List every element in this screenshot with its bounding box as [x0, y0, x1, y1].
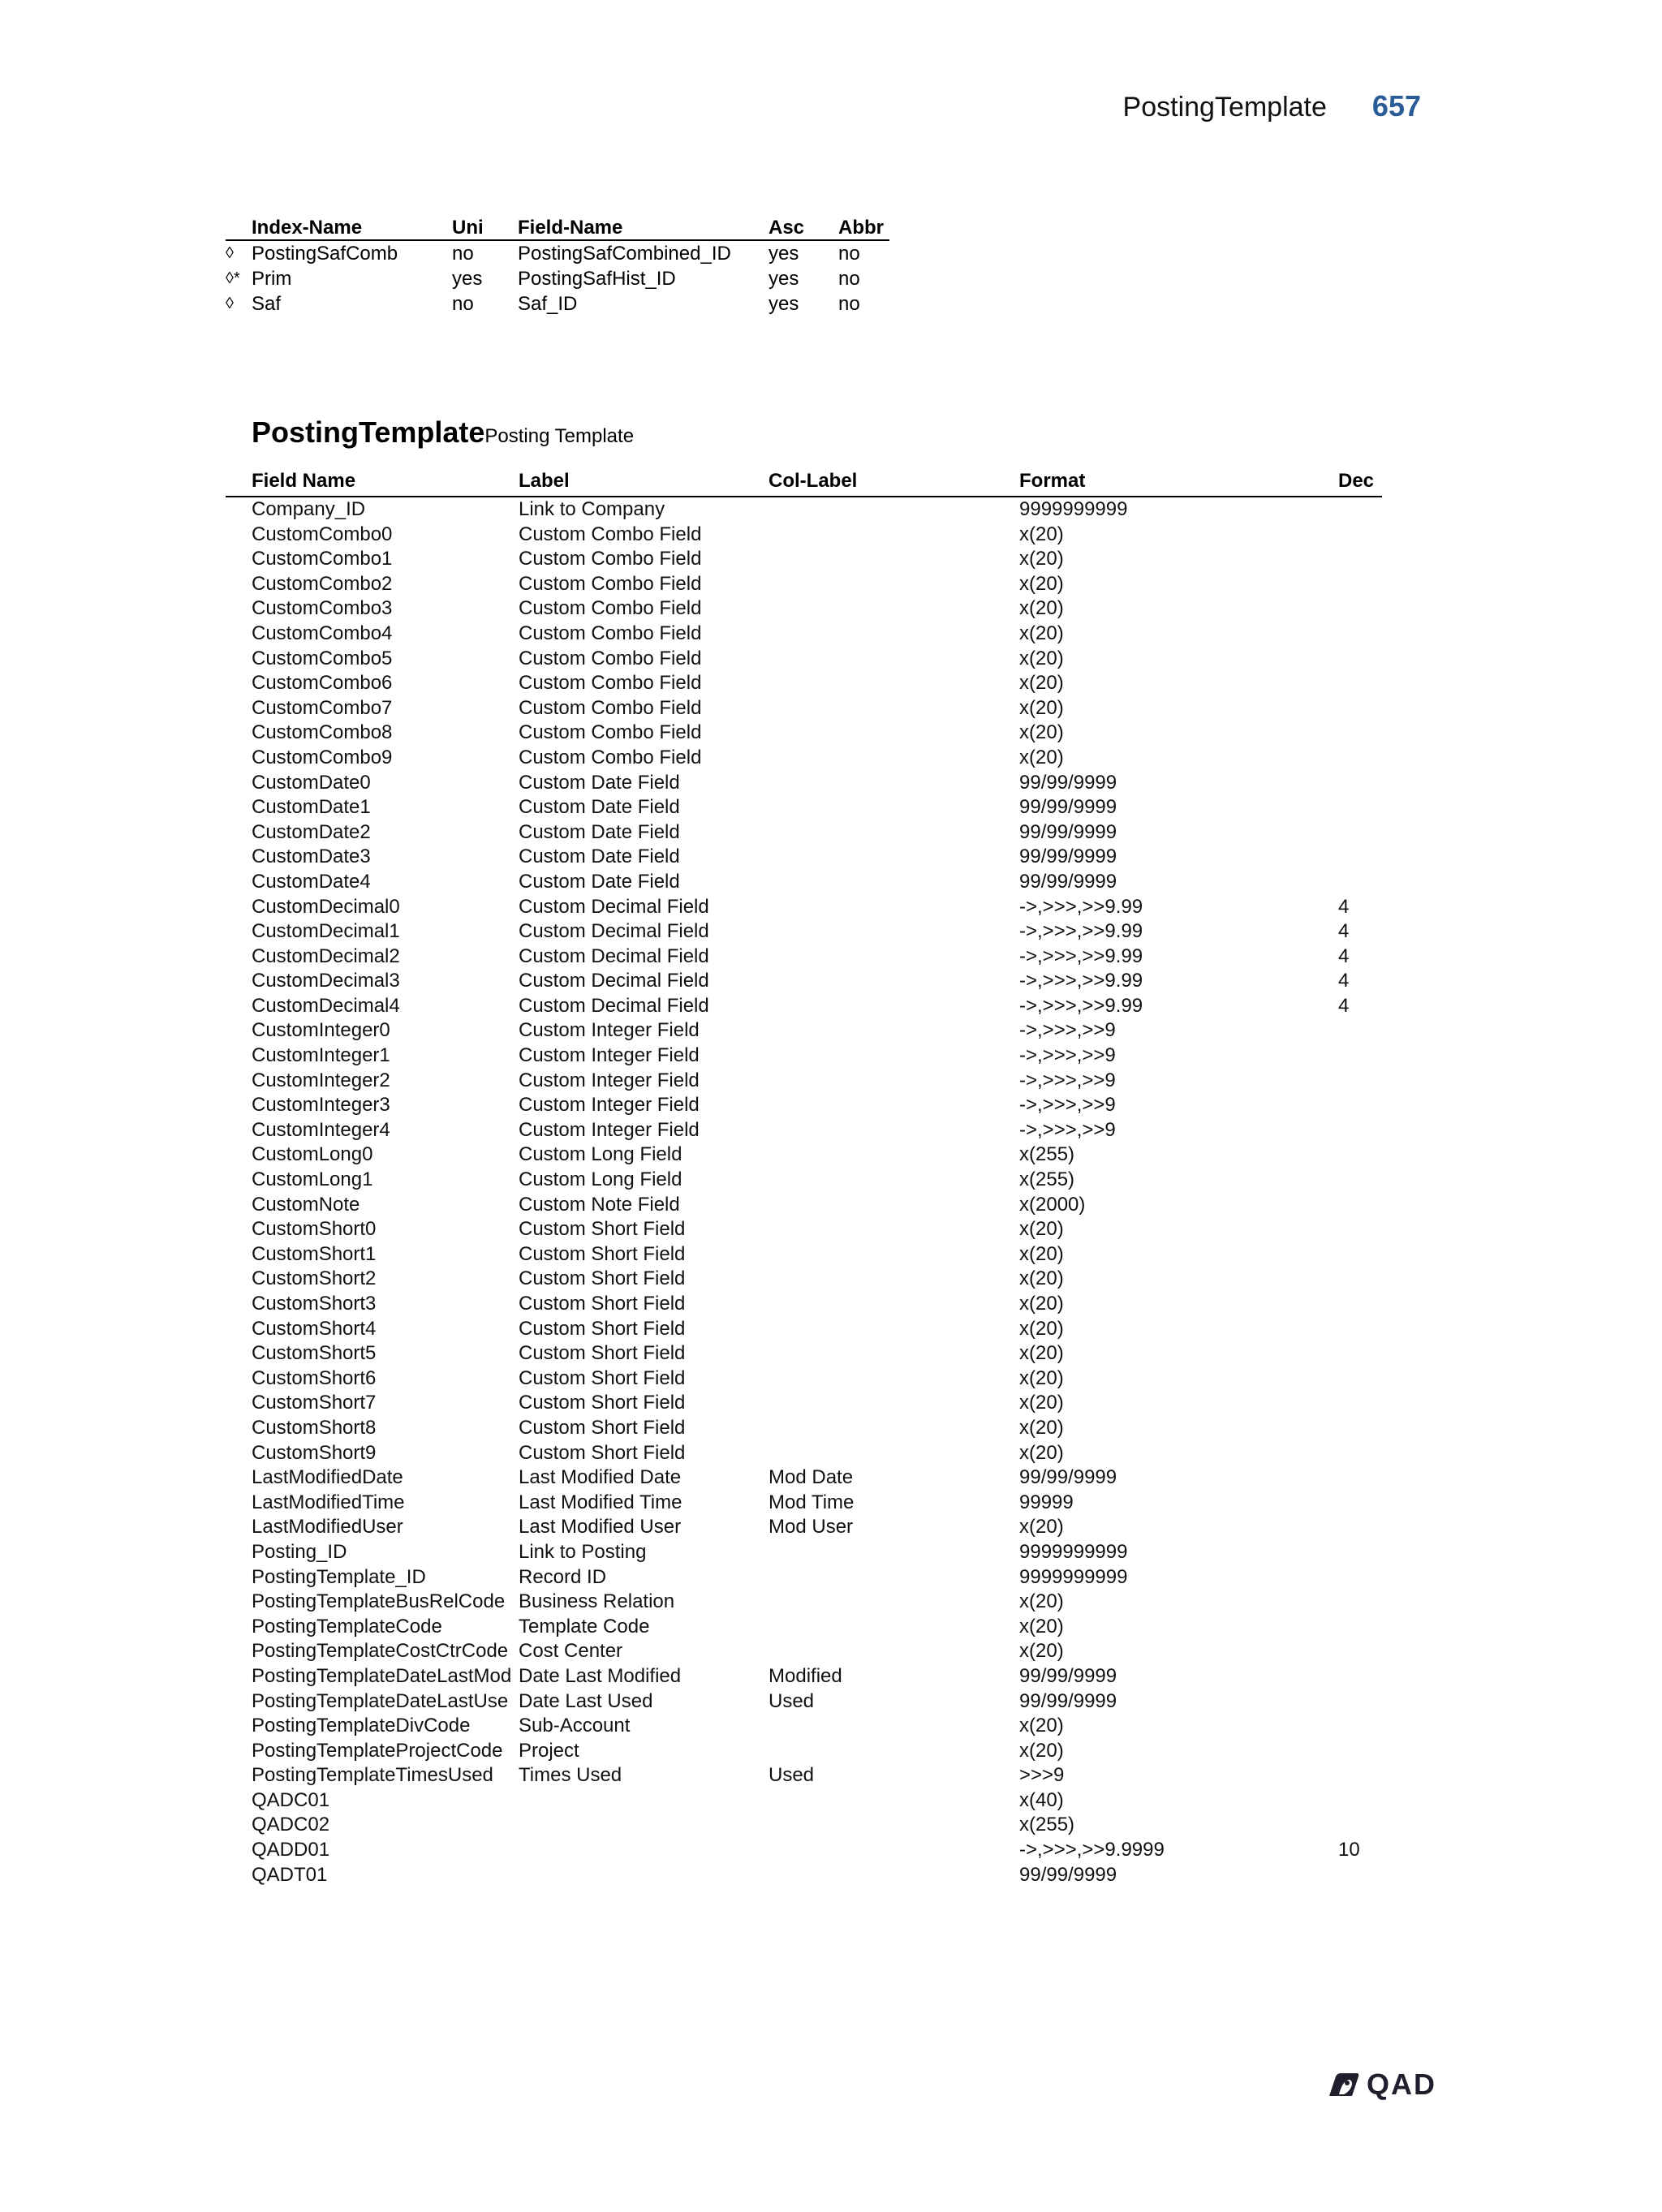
table-row: [226, 1590, 1382, 1615]
field-label: Custom Long Field: [519, 1143, 682, 1166]
index-ascending: yes: [769, 268, 799, 290]
table-row: [226, 1491, 1382, 1516]
field-name: PostingTemplateDivCode: [252, 1715, 471, 1737]
field-name: CustomDecimal0: [252, 895, 400, 918]
field-name: CustomShort3: [252, 1293, 377, 1315]
field-col-label: Used: [769, 1764, 815, 1787]
field-label: Custom Short Field: [519, 1416, 686, 1439]
field-name: PostingTemplateDateLastMod: [252, 1664, 512, 1687]
field-format: 99/99/9999: [1019, 846, 1117, 868]
table-row: [226, 547, 1382, 572]
field-format: x(20): [1019, 696, 1064, 719]
field-format: x(20): [1019, 1293, 1064, 1315]
table-row: [226, 746, 1382, 771]
field-label: Date Last Used: [519, 1689, 653, 1712]
table-row: [226, 671, 1382, 696]
field-format: ->,>>>,>>9: [1019, 1094, 1116, 1117]
field-format: x(20): [1019, 1416, 1064, 1439]
column-header-index-name: Index-Name: [252, 217, 363, 239]
field-name: CustomCombo4: [252, 622, 393, 644]
table-row: [226, 1714, 1382, 1739]
field-name: CustomLong1: [252, 1168, 373, 1191]
table-row: [226, 497, 1382, 523]
field-name: CustomInteger1: [252, 1044, 390, 1067]
table-row: [226, 1217, 1382, 1242]
table-row: [226, 1292, 1382, 1317]
field-format: x(20): [1019, 1590, 1064, 1613]
index-abbreviated: no: [838, 243, 860, 265]
column-header-dec: Dec: [1338, 470, 1375, 492]
index-unique: yes: [452, 268, 483, 290]
field-format: x(20): [1019, 523, 1064, 545]
table-row: [226, 1069, 1382, 1094]
field-label: Custom Combo Field: [519, 721, 702, 744]
field-name: CustomCombo0: [252, 523, 393, 545]
table-row: [226, 895, 1382, 920]
field-col-label: Mod Date: [769, 1466, 854, 1489]
field-name: PostingTemplateBusRelCode: [252, 1590, 506, 1613]
field-format: x(20): [1019, 1640, 1064, 1663]
index-field-name: PostingSafCombined_ID: [518, 243, 731, 265]
field-label: Custom Integer Field: [519, 1069, 700, 1091]
field-format: x(20): [1019, 1392, 1064, 1414]
field-format: 99/99/9999: [1019, 1863, 1117, 1886]
field-format: 9999999999: [1019, 1540, 1128, 1563]
field-format: x(20): [1019, 721, 1064, 744]
field-label: Project: [519, 1739, 579, 1762]
field-name: CustomCombo7: [252, 696, 393, 719]
field-label: Custom Decimal Field: [519, 970, 709, 992]
index-unique: no: [452, 293, 474, 315]
index-unique: no: [452, 243, 474, 265]
field-format: ->,>>>,>>9.99: [1019, 994, 1143, 1017]
field-label: Cost Center: [519, 1640, 623, 1663]
table-row: [226, 1739, 1382, 1764]
table-row: [226, 919, 1382, 945]
column-header-abbr: Abbr: [838, 217, 884, 239]
table-row: [226, 1813, 1382, 1838]
field-format: 99/99/9999: [1019, 771, 1117, 794]
field-name: CustomDecimal1: [252, 920, 400, 943]
page-number: 657: [1371, 89, 1421, 123]
field-name: CustomShort5: [252, 1342, 377, 1365]
table-row: [226, 1242, 1382, 1267]
field-name: CustomNote: [252, 1193, 360, 1216]
field-name: PostingTemplateTimesUsed: [252, 1764, 493, 1787]
field-name: PostingTemplateCode: [252, 1615, 442, 1637]
field-name: CustomDecimal3: [252, 970, 400, 992]
field-label: Record ID: [519, 1565, 607, 1588]
field-name: PostingTemplateDateLastUse: [252, 1689, 509, 1712]
field-decimals: 4: [1338, 970, 1350, 992]
field-format: 99/99/9999: [1019, 1664, 1117, 1687]
index-abbreviated: no: [838, 293, 860, 315]
field-label: Sub-Account: [519, 1715, 631, 1737]
field-label: Custom Short Field: [519, 1293, 686, 1315]
table-row: [226, 820, 1382, 846]
table-row: [226, 1465, 1382, 1491]
field-name: CustomShort8: [252, 1416, 377, 1439]
field-label: Custom Combo Field: [519, 647, 702, 669]
field-format: 99/99/9999: [1019, 796, 1117, 819]
table-row: [226, 1267, 1382, 1292]
index-row: [226, 291, 889, 316]
table-row: [226, 1664, 1382, 1689]
qad-logo-icon: [1328, 2072, 1360, 2098]
field-col-label: Modified: [769, 1664, 842, 1687]
index-ascending: yes: [769, 293, 799, 315]
field-label: Link to Posting: [519, 1540, 647, 1563]
field-col-label: Used: [769, 1689, 815, 1712]
field-format: >>>9: [1019, 1764, 1065, 1787]
table-row: [226, 696, 1382, 721]
field-table-header: [226, 467, 1382, 497]
field-col-label: Mod User: [769, 1516, 854, 1539]
field-label: Custom Note Field: [519, 1193, 680, 1216]
index-field-name: Saf_ID: [518, 293, 578, 315]
field-format: x(20): [1019, 1366, 1064, 1389]
table-row: [226, 622, 1382, 647]
field-format: ->,>>>,>>9.9999: [1019, 1839, 1165, 1861]
page-header: [1123, 89, 1421, 123]
field-format: x(255): [1019, 1814, 1075, 1836]
field-label: Custom Combo Field: [519, 672, 702, 695]
field-format: x(20): [1019, 1739, 1064, 1762]
table-row: [226, 870, 1382, 895]
field-format: x(255): [1019, 1143, 1075, 1166]
field-name: LastModifiedTime: [252, 1491, 405, 1513]
field-name: CustomShort0: [252, 1218, 377, 1241]
field-label: Custom Short Field: [519, 1317, 686, 1340]
field-label: Custom Short Field: [519, 1218, 686, 1241]
index-marker-icon: ◊: [226, 244, 234, 262]
column-header-col-label: Col-Label: [769, 470, 858, 492]
field-name: Company_ID: [252, 498, 366, 520]
field-label: Custom Combo Field: [519, 597, 702, 620]
table-row: [226, 1391, 1382, 1416]
field-name: CustomDate3: [252, 846, 371, 868]
qad-logo-text: QAD: [1367, 2068, 1436, 2101]
field-format: x(2000): [1019, 1193, 1086, 1216]
table-name: PostingTemplate: [252, 415, 485, 449]
field-label: Custom Decimal Field: [519, 994, 709, 1017]
field-name: CustomShort1: [252, 1242, 377, 1265]
field-label: Custom Short Field: [519, 1366, 686, 1389]
table-row: [226, 1838, 1382, 1863]
field-format: ->,>>>,>>9.99: [1019, 920, 1143, 943]
field-format: x(20): [1019, 672, 1064, 695]
table-row: [226, 1689, 1382, 1715]
field-name: CustomCombo6: [252, 672, 393, 695]
field-name: CustomDate1: [252, 796, 371, 819]
table-row: [226, 1763, 1382, 1788]
field-name: CustomShort6: [252, 1366, 377, 1389]
field-name: CustomDate4: [252, 870, 371, 893]
field-format: x(20): [1019, 572, 1064, 595]
table-heading: [252, 415, 634, 450]
field-format: x(20): [1019, 1615, 1064, 1637]
field-name: CustomDecimal4: [252, 994, 400, 1017]
index-table: [226, 215, 889, 316]
field-format: ->,>>>,>>9.99: [1019, 945, 1143, 967]
field-label: Template Code: [519, 1615, 650, 1637]
field-name: QADD01: [252, 1839, 330, 1861]
table-row: [226, 721, 1382, 746]
field-name: CustomInteger0: [252, 1019, 390, 1042]
field-format: x(255): [1019, 1168, 1075, 1191]
page-title: PostingTemplate: [1122, 92, 1327, 123]
field-name: LastModifiedDate: [252, 1466, 403, 1489]
field-decimals: 4: [1338, 994, 1350, 1017]
field-format: x(20): [1019, 1441, 1064, 1464]
field-format: x(20): [1019, 1242, 1064, 1265]
field-name: CustomShort7: [252, 1392, 377, 1414]
index-marker-icon: ◊*: [226, 269, 240, 287]
index-name: Saf: [252, 293, 282, 315]
field-name: CustomInteger2: [252, 1069, 390, 1091]
field-label: Custom Date Field: [519, 771, 680, 794]
table-row: [226, 596, 1382, 622]
field-label: Custom Long Field: [519, 1168, 682, 1191]
field-format: x(20): [1019, 597, 1064, 620]
field-name: CustomShort4: [252, 1317, 377, 1340]
field-name: CustomInteger4: [252, 1118, 390, 1141]
field-format: x(20): [1019, 1317, 1064, 1340]
field-name: CustomShort2: [252, 1267, 377, 1290]
column-header-uni: Uni: [452, 217, 484, 239]
field-label: Custom Short Field: [519, 1392, 686, 1414]
table-row: [226, 1018, 1382, 1044]
field-label: Date Last Modified: [519, 1664, 682, 1687]
field-label: Custom Short Field: [519, 1267, 686, 1290]
index-name: Prim: [252, 268, 292, 290]
field-format: 99999: [1019, 1491, 1074, 1513]
field-label: Custom Combo Field: [519, 696, 702, 719]
field-format: x(20): [1019, 746, 1064, 768]
field-name: CustomCombo9: [252, 746, 393, 768]
field-label: Custom Date Field: [519, 820, 680, 843]
field-label: Custom Combo Field: [519, 523, 702, 545]
field-format: 9999999999: [1019, 498, 1128, 520]
field-format: x(20): [1019, 1218, 1064, 1241]
field-decimals: 4: [1338, 945, 1350, 967]
table-row: [226, 1863, 1382, 1888]
index-ascending: yes: [769, 243, 799, 265]
index-table-header: [226, 215, 889, 241]
field-label: Custom Decimal Field: [519, 945, 709, 967]
index-abbreviated: no: [838, 268, 860, 290]
field-format: ->,>>>,>>9: [1019, 1118, 1116, 1141]
field-name: Posting_ID: [252, 1540, 347, 1563]
field-name: CustomShort9: [252, 1441, 377, 1464]
table-row: [226, 771, 1382, 796]
field-label: Custom Combo Field: [519, 572, 702, 595]
field-name: CustomInteger3: [252, 1094, 390, 1117]
field-col-label: Mod Time: [769, 1491, 855, 1513]
field-format: x(20): [1019, 1715, 1064, 1737]
table-row: [226, 523, 1382, 548]
index-name: PostingSafComb: [252, 243, 398, 265]
field-label: Last Modified Time: [519, 1491, 682, 1513]
field-label: Custom Short Field: [519, 1441, 686, 1464]
field-label: Custom Integer Field: [519, 1094, 700, 1117]
table-row: [226, 1515, 1382, 1540]
table-row: [226, 1093, 1382, 1118]
field-rows: [226, 497, 1382, 1887]
field-name: PostingTemplate_ID: [252, 1565, 426, 1588]
field-format: ->,>>>,>>9: [1019, 1019, 1116, 1042]
table-row: [226, 1540, 1382, 1565]
field-name: CustomDate2: [252, 820, 371, 843]
field-format: x(20): [1019, 1516, 1064, 1539]
table-row: [226, 994, 1382, 1019]
index-field-name: PostingSafHist_ID: [518, 268, 676, 290]
field-format: x(20): [1019, 622, 1064, 644]
field-label: Custom Short Field: [519, 1342, 686, 1365]
table-row: [226, 1118, 1382, 1143]
table-row: [226, 795, 1382, 820]
field-format: x(40): [1019, 1788, 1064, 1811]
qad-logo: [1328, 2068, 1436, 2102]
field-table: [226, 467, 1382, 1887]
field-name: QADT01: [252, 1863, 328, 1886]
field-label: Custom Date Field: [519, 870, 680, 893]
table-row: [226, 1441, 1382, 1466]
field-label: Last Modified Date: [519, 1466, 682, 1489]
table-row: [226, 1416, 1382, 1441]
field-format: x(20): [1019, 1342, 1064, 1365]
column-header-format: Format: [1019, 470, 1086, 492]
table-row: [226, 1143, 1382, 1168]
field-label: Last Modified User: [519, 1516, 682, 1539]
field-name: CustomCombo3: [252, 597, 393, 620]
field-decimals: 4: [1338, 895, 1350, 918]
index-row: [226, 266, 889, 291]
field-label: Business Relation: [519, 1590, 675, 1613]
field-name: PostingTemplateProjectCode: [252, 1739, 503, 1762]
table-row: [226, 1366, 1382, 1392]
field-label: Link to Company: [519, 498, 665, 520]
table-row: [226, 969, 1382, 994]
field-label: Custom Decimal Field: [519, 895, 709, 918]
column-header-field-name: Field Name: [252, 470, 356, 492]
field-format: 99/99/9999: [1019, 820, 1117, 843]
column-header-field-name: Field-Name: [518, 217, 623, 239]
table-row: [226, 1639, 1382, 1664]
field-label: Custom Integer Field: [519, 1118, 700, 1141]
field-label: Custom Date Field: [519, 796, 680, 819]
field-format: x(20): [1019, 548, 1064, 570]
field-name: LastModifiedUser: [252, 1516, 403, 1539]
field-decimals: 10: [1338, 1839, 1360, 1861]
field-format: 99/99/9999: [1019, 870, 1117, 893]
field-name: QADC02: [252, 1814, 330, 1836]
field-name: PostingTemplateCostCtrCode: [252, 1640, 509, 1663]
field-label: Custom Combo Field: [519, 622, 702, 644]
table-row: [226, 945, 1382, 970]
field-format: 99/99/9999: [1019, 1466, 1117, 1489]
table-row: [226, 1044, 1382, 1069]
field-label: Custom Combo Field: [519, 746, 702, 768]
field-format: x(20): [1019, 1267, 1064, 1290]
field-format: 99/99/9999: [1019, 1689, 1117, 1712]
table-row: [226, 1788, 1382, 1814]
table-description: Posting Template: [484, 425, 635, 447]
field-format: x(20): [1019, 647, 1064, 669]
field-name: QADC01: [252, 1788, 330, 1811]
table-row: [226, 647, 1382, 672]
field-format: ->,>>>,>>9.99: [1019, 895, 1143, 918]
field-name: CustomCombo8: [252, 721, 393, 744]
field-label: Times Used: [519, 1764, 622, 1787]
field-label: Custom Short Field: [519, 1242, 686, 1265]
field-format: ->,>>>,>>9: [1019, 1044, 1116, 1067]
table-row: [226, 1193, 1382, 1218]
table-row: [226, 1341, 1382, 1366]
table-row: [226, 1317, 1382, 1342]
field-format: 9999999999: [1019, 1565, 1128, 1588]
table-row: [226, 1565, 1382, 1590]
index-row: [226, 241, 889, 266]
field-name: CustomCombo2: [252, 572, 393, 595]
field-label: Custom Integer Field: [519, 1019, 700, 1042]
field-label: Custom Date Field: [519, 846, 680, 868]
field-decimals: 4: [1338, 920, 1350, 943]
field-name: CustomDate0: [252, 771, 371, 794]
table-row: [226, 845, 1382, 870]
column-header-asc: Asc: [769, 217, 805, 239]
table-row: [226, 572, 1382, 597]
field-name: CustomLong0: [252, 1143, 373, 1166]
table-row: [226, 1615, 1382, 1640]
field-format: ->,>>>,>>9: [1019, 1069, 1116, 1091]
field-name: CustomCombo1: [252, 548, 393, 570]
field-label: Custom Decimal Field: [519, 920, 709, 943]
field-label: Custom Combo Field: [519, 548, 702, 570]
field-format: ->,>>>,>>9.99: [1019, 970, 1143, 992]
field-name: CustomCombo5: [252, 647, 393, 669]
column-header-label: Label: [519, 470, 570, 492]
table-row: [226, 1168, 1382, 1193]
field-name: CustomDecimal2: [252, 945, 400, 967]
index-marker-icon: ◊: [226, 295, 234, 312]
field-label: Custom Integer Field: [519, 1044, 700, 1067]
